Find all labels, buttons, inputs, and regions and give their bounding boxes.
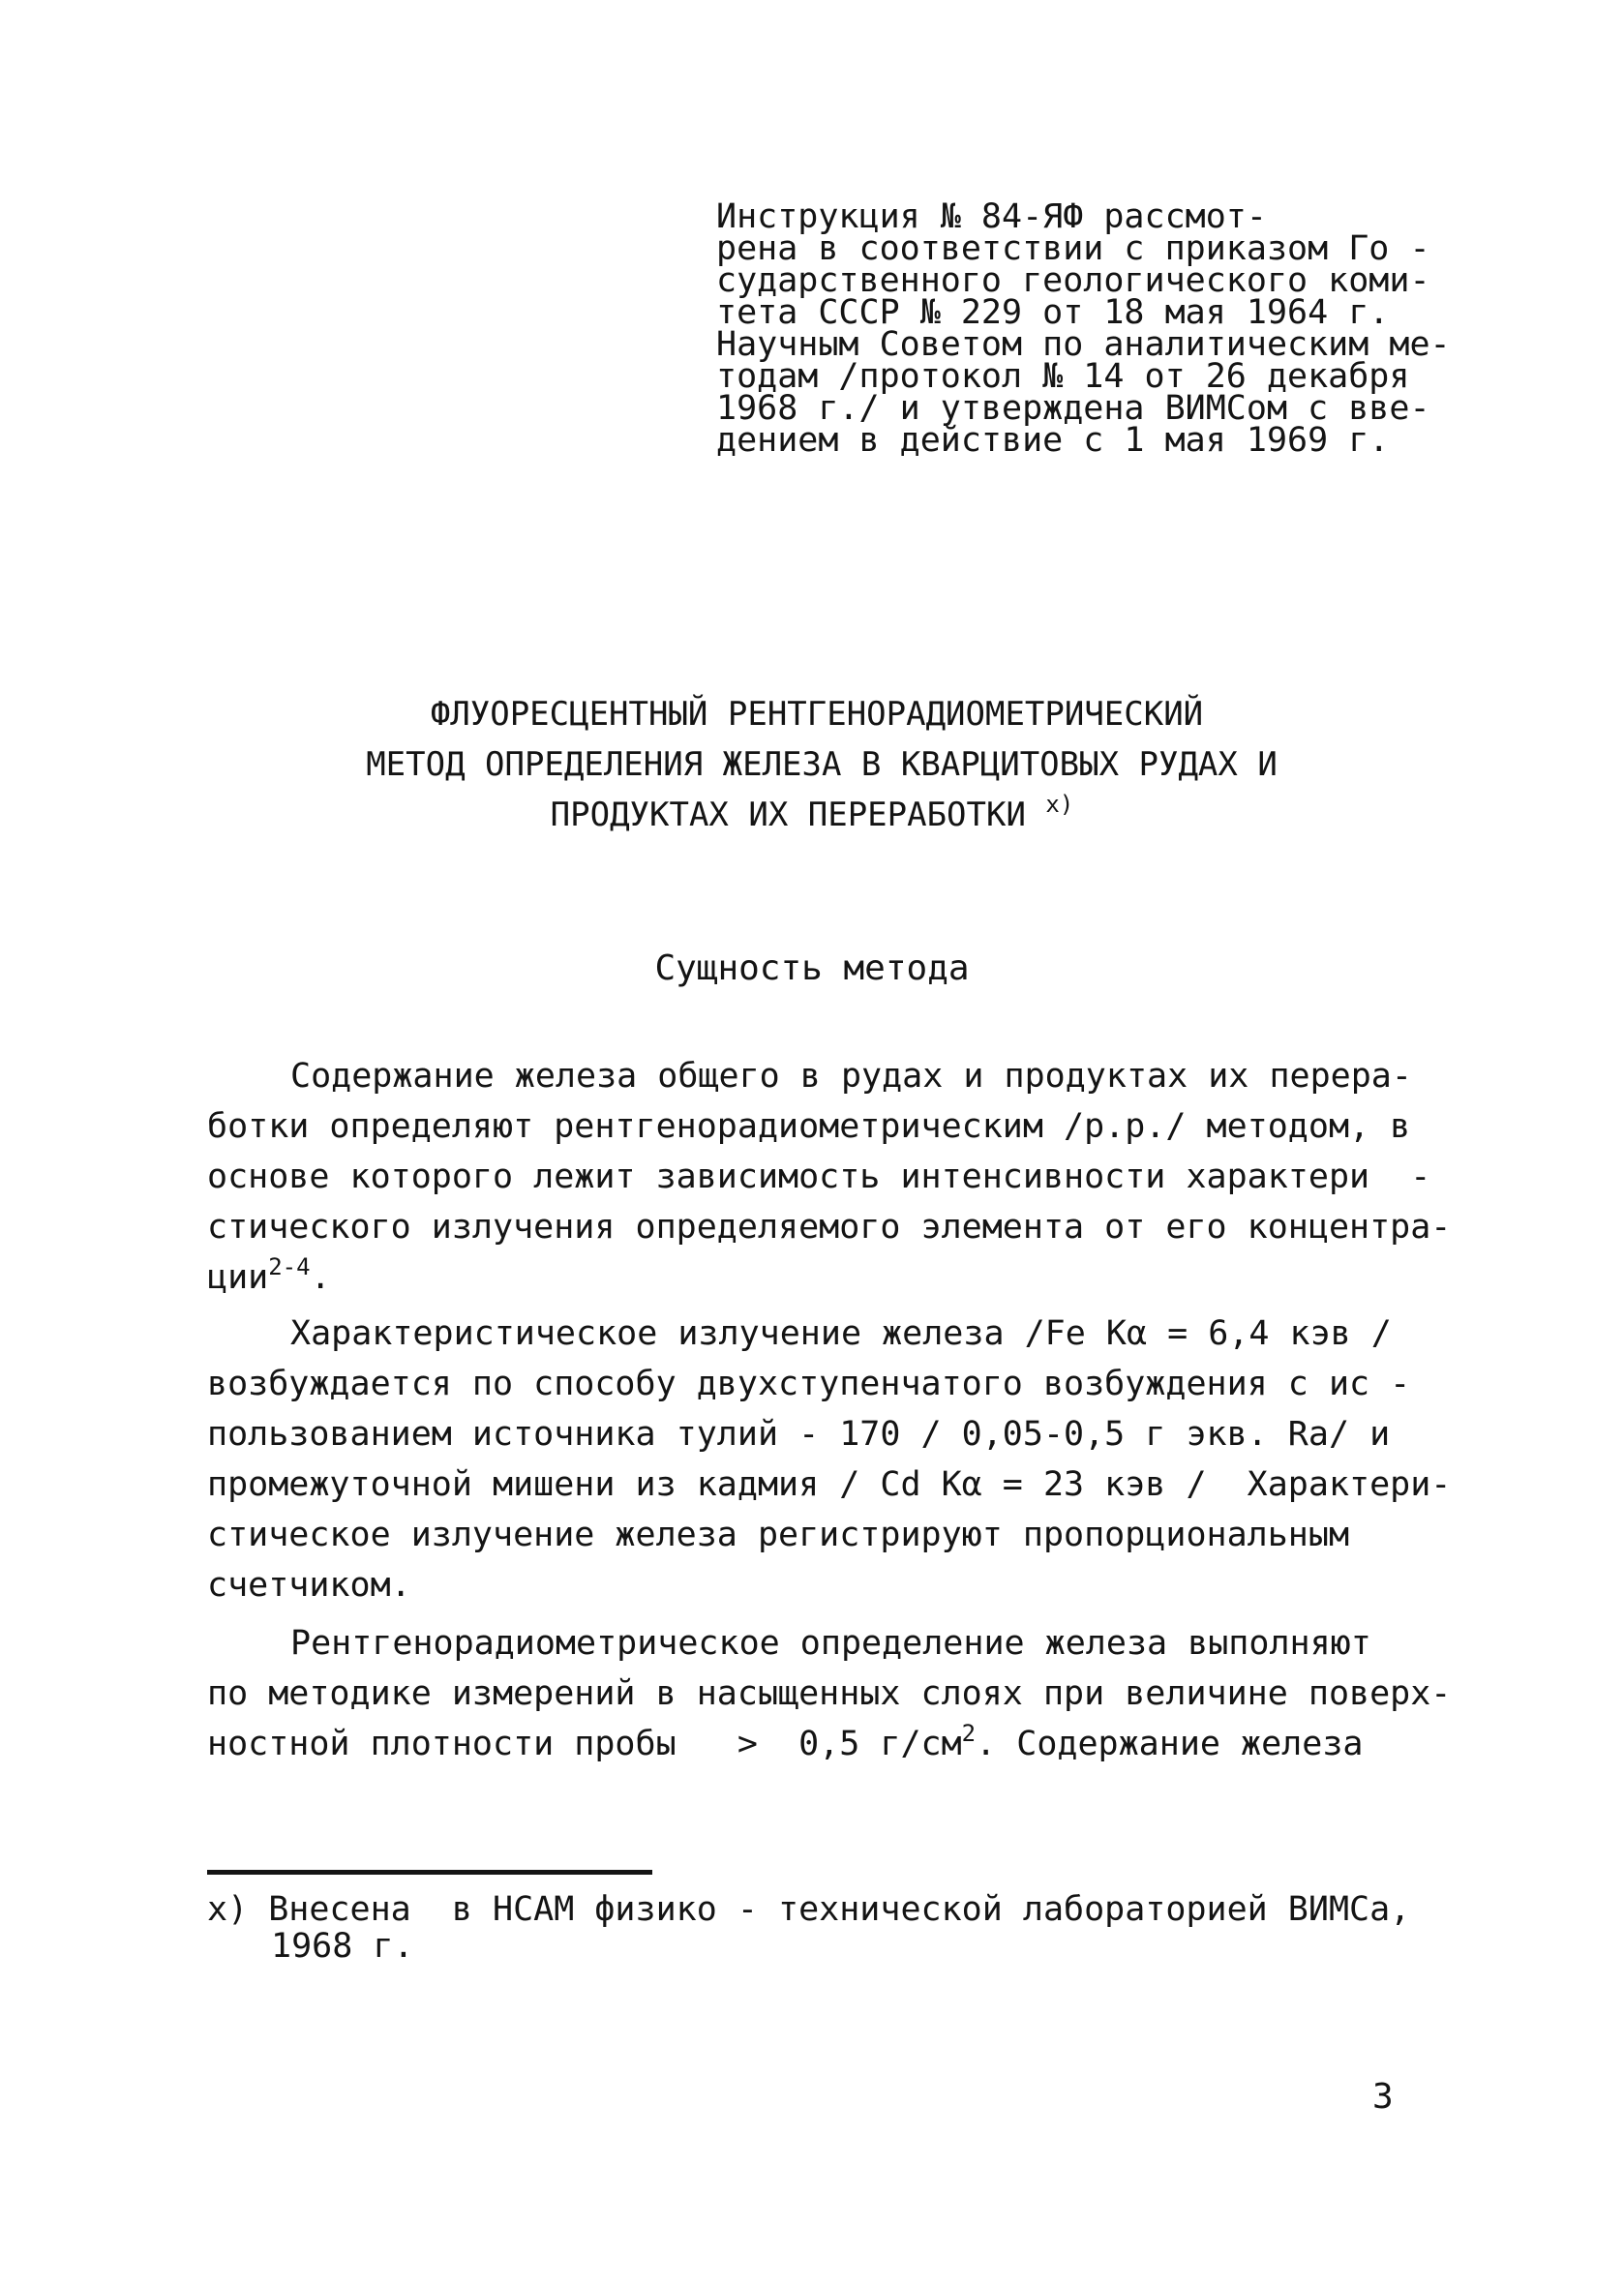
approval-line: дением в действие с 1 мая 1969 г. — [716, 421, 1390, 460]
paragraph-3-line: Рентгенорадиометрическое определение железа выполняют — [290, 1624, 1371, 1663]
approval-line: тета СССР № 229 от 18 мая 1964 г. — [716, 293, 1390, 332]
citation-superscript: 2-4 — [268, 1253, 311, 1280]
paragraph-1-last-end: . — [310, 1258, 331, 1297]
paragraph-1-line: стического излучения определяемого элемента от его концентра- — [207, 1208, 1452, 1247]
title-line-3 — [0, 790, 1624, 840]
title-line-2: МЕТОД ОПРЕДЕЛЕНИЯ ЖЕЛЕЗА В КВАРЦИТОВЫХ РУДАХ И — [366, 745, 1278, 784]
footnote-divider — [207, 1870, 652, 1875]
footnote — [207, 1891, 1465, 1965]
title-footnote-marker: x) — [1045, 791, 1074, 818]
paragraph-2-line: промежуточной мишени из кадмия / Cd Kα = 23 кэв / Характери- — [207, 1465, 1452, 1504]
approval-line: Инструкция № 84-ЯФ рассмот- — [716, 197, 1267, 236]
paragraph-1-last-text: ции — [207, 1258, 269, 1297]
document-title — [0, 689, 1624, 840]
paragraph-3-line: по методике измерений в насыщенных слоях при величине поверх- — [207, 1674, 1452, 1713]
paragraph-1-line: ботки определяют рентгенорадиометрическим /р.р./ методом, в — [207, 1107, 1411, 1146]
paragraph-1-last-line — [207, 1252, 1465, 1303]
page-number: 3 — [1372, 2077, 1394, 2117]
paragraph-3-last-end: . Содержание железа — [976, 1725, 1364, 1763]
approval-line: сударственного геологического коми- — [716, 261, 1430, 300]
unit-superscript: 2 — [961, 1720, 977, 1747]
paragraph-2-line: Характеристическое излучение железа /Fe Kα = 6,4 кэв / — [290, 1314, 1392, 1353]
paragraph-1-line: основе которого лежит зависимость интенсивности характери - — [207, 1158, 1431, 1196]
approval-line: Научным Советом по аналитическим ме- — [716, 325, 1451, 364]
paragraph-2-line: возбуждается по способу двухступенчатого возбуждения с ис - — [207, 1365, 1411, 1403]
approval-line: рена в соответствии с приказом Го - — [716, 229, 1430, 268]
footnote-line-1: x) Внесена в НСАМ физико - технической лабораторией ВИМСа, — [207, 1890, 1411, 1929]
paragraph-2-line: пользованием источника тулий - 170 / 0,05-0,5 г экв. Ra/ и — [207, 1415, 1391, 1454]
approval-line: 1968 г./ и утверждена ВИМСом с вве- — [716, 389, 1430, 428]
paragraph-2-line: счетчиком. — [207, 1566, 411, 1605]
approval-line: тодам /протокол № 14 от 26 декабря — [716, 357, 1410, 396]
paragraph-3-last-line — [207, 1719, 1465, 1769]
paragraph-2-line: стическое излучение железа регистрируют пропорциональным — [207, 1516, 1350, 1554]
body-text — [207, 1051, 1465, 1769]
approval-note — [716, 197, 1452, 460]
title-line-3-text: ПРОДУКТАХ ИХ ПЕРЕРАБОТКИ — [550, 796, 1026, 834]
footnote-line-2: 1968 г. — [271, 1927, 414, 1966]
paragraph-1-line: Содержание железа общего в рудах и продуктах их перера- — [290, 1057, 1412, 1096]
paragraph-3-last-text: ностной плотности пробы > 0,5 г/см — [207, 1725, 962, 1763]
title-line-1: ФЛУОРЕСЦЕНТНЫЙ РЕНТГЕНОРАДИОМЕТРИЧЕСКИЙ — [430, 695, 1204, 734]
section-heading: Сущность метода — [654, 948, 970, 988]
